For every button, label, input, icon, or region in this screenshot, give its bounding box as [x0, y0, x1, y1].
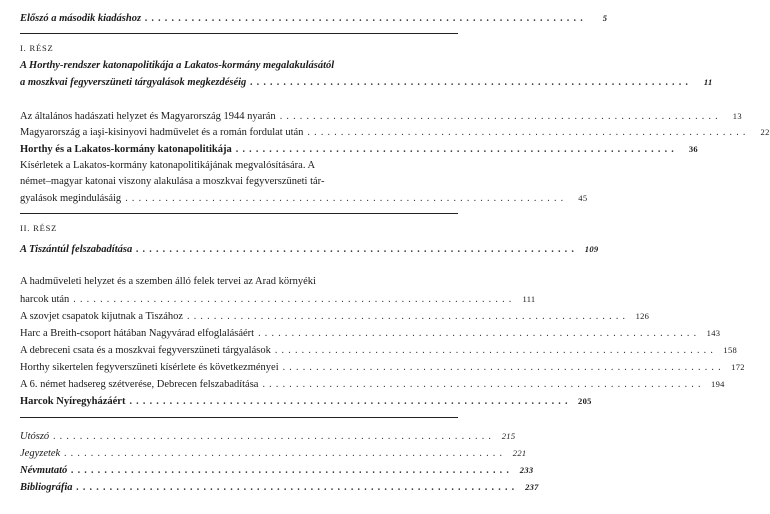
- toc-page-number: 126: [635, 311, 650, 321]
- toc-entry-label-cont: gyalások megindulásáig: [20, 193, 122, 204]
- leader-dots: ..................................................................: [71, 465, 514, 476]
- leader-dots: ..................................................................: [262, 379, 705, 390]
- toc-page-number: 22: [760, 127, 770, 137]
- toc-entry-label: A Tiszántúl felszabadítása: [20, 244, 133, 255]
- toc-entry-label: Magyarország a iaşi-kisinyovi hadművelet és a román fordulat után: [20, 127, 304, 138]
- leader-dots: ..................................................................: [76, 482, 519, 493]
- part1-heading: I. RÉSZ: [20, 43, 54, 53]
- toc-page-number: 5: [602, 13, 608, 23]
- toc-entry-label: Kísérletek a Lakatos-kormány katonapolitikájának megvalósítására. A: [20, 160, 316, 171]
- toc-entry-label: Horthy sikertelen fegyverszüneti kísérlete és következményei: [20, 362, 279, 373]
- toc-entry: [20, 395, 592, 408]
- toc-page-number: 11: [703, 77, 713, 87]
- toc-entry: [20, 361, 745, 374]
- toc-page-number: 205: [578, 396, 592, 406]
- toc-page-number: 13: [732, 111, 742, 121]
- part2-heading: II. RÉSZ: [20, 223, 58, 233]
- toc-page-number: 36: [688, 144, 698, 154]
- leader-dots: ..................................................................: [258, 328, 701, 339]
- toc-page-number: 158: [723, 345, 738, 355]
- leader-dots: ..................................................................: [250, 77, 693, 88]
- toc-entry-notes: [20, 447, 527, 460]
- toc-entry: [20, 143, 698, 156]
- toc-entry-label: Horthy és a Lakatos-kormány katonapolitikája: [20, 144, 232, 155]
- toc-entry-label: Harcok Nyíregyházáért: [20, 396, 126, 407]
- divider: [20, 213, 458, 214]
- toc-page-number: 111: [522, 294, 536, 304]
- leader-dots: ..................................................................: [125, 193, 568, 204]
- toc-page-number: 109: [584, 244, 599, 254]
- leader-dots: ..................................................................: [235, 144, 678, 155]
- toc-page-number: 237: [525, 482, 539, 492]
- toc-page-number: 172: [731, 362, 745, 372]
- leader-dots: ..................................................................: [274, 345, 718, 356]
- part2-title: [20, 243, 599, 256]
- toc-entry: [20, 327, 721, 340]
- toc-page-number: 233: [519, 465, 534, 475]
- leader-dots: ..................................................................: [53, 431, 496, 442]
- leader-dots: ..................................................................: [279, 111, 722, 122]
- toc-page-number: 215: [501, 431, 516, 441]
- toc-entry-foreword: [20, 12, 608, 25]
- toc-page-number: 45: [578, 193, 588, 203]
- leader-dots: ..................................................................: [136, 244, 579, 255]
- leader-dots: ..................................................................: [145, 13, 588, 24]
- divider: [20, 417, 458, 418]
- toc-page-number: 143: [706, 328, 721, 338]
- toc-entry-label: A hadműveleti helyzet és a szemben álló felek tervei az Arad környéki: [20, 276, 316, 287]
- toc-entry-label: Bibliográfia: [20, 482, 73, 493]
- part1-title-line1: A Horthy-rendszer katonapolitikája a Lakatos-kormány megalakulásától: [20, 60, 335, 71]
- leader-dots: ..................................................................: [307, 127, 750, 138]
- toc-entry: [20, 310, 650, 323]
- leader-dots: ..................................................................: [73, 294, 516, 305]
- leader-dots: ..................................................................: [187, 311, 630, 322]
- toc-entry-label: Az általános hadászati helyzet és Magyarország 1944 nyarán: [20, 111, 276, 122]
- toc-entry: [20, 192, 588, 205]
- toc-entry-label: A debreceni csata és a moszkvai fegyverszüneti tárgyalások: [20, 345, 271, 356]
- divider: [20, 33, 458, 34]
- toc-entry-afterword: [20, 430, 516, 443]
- toc-entry-label: A szovjet csapatok kijutnak a Tiszához: [20, 311, 184, 322]
- toc-entry-label-cont: német–magyar katonai viszony alakulása a moszkvai fegyverszüneti tár-: [20, 176, 325, 187]
- leader-dots: ..................................................................: [64, 448, 507, 459]
- toc-entry-index: [20, 464, 534, 477]
- toc-entry-label: Utószó: [20, 431, 50, 442]
- toc-entry: [20, 378, 725, 391]
- toc-entry-bibliography: [20, 481, 539, 494]
- leader-dots: ..................................................................: [129, 396, 572, 407]
- toc-entry-label: A 6. német hadsereg szétverése, Debrecen felszabadítása: [20, 379, 259, 390]
- toc-entry: [20, 110, 742, 123]
- toc-entry: [20, 344, 738, 357]
- toc-entry-label: Harc a Breith-csoport hátában Nagyvárad elfoglalásáért: [20, 328, 255, 339]
- toc-page-number: 221: [512, 448, 527, 458]
- part1-title-line2: [20, 76, 713, 89]
- toc-page-number: 194: [711, 379, 725, 389]
- toc-entry-label: a moszkvai fegyverszüneti tárgyalások megkezdéséig: [20, 77, 247, 88]
- toc-entry-label-cont: harcok után: [20, 294, 70, 305]
- toc-entry: [20, 293, 536, 306]
- leader-dots: ..................................................................: [282, 362, 725, 373]
- toc-entry-label: Névmutató: [20, 465, 68, 476]
- toc-entry: [20, 126, 770, 139]
- toc-entry-label: Jegyzetek: [20, 448, 61, 459]
- toc-entry-label: Előszó a második kiadáshoz: [20, 13, 142, 24]
